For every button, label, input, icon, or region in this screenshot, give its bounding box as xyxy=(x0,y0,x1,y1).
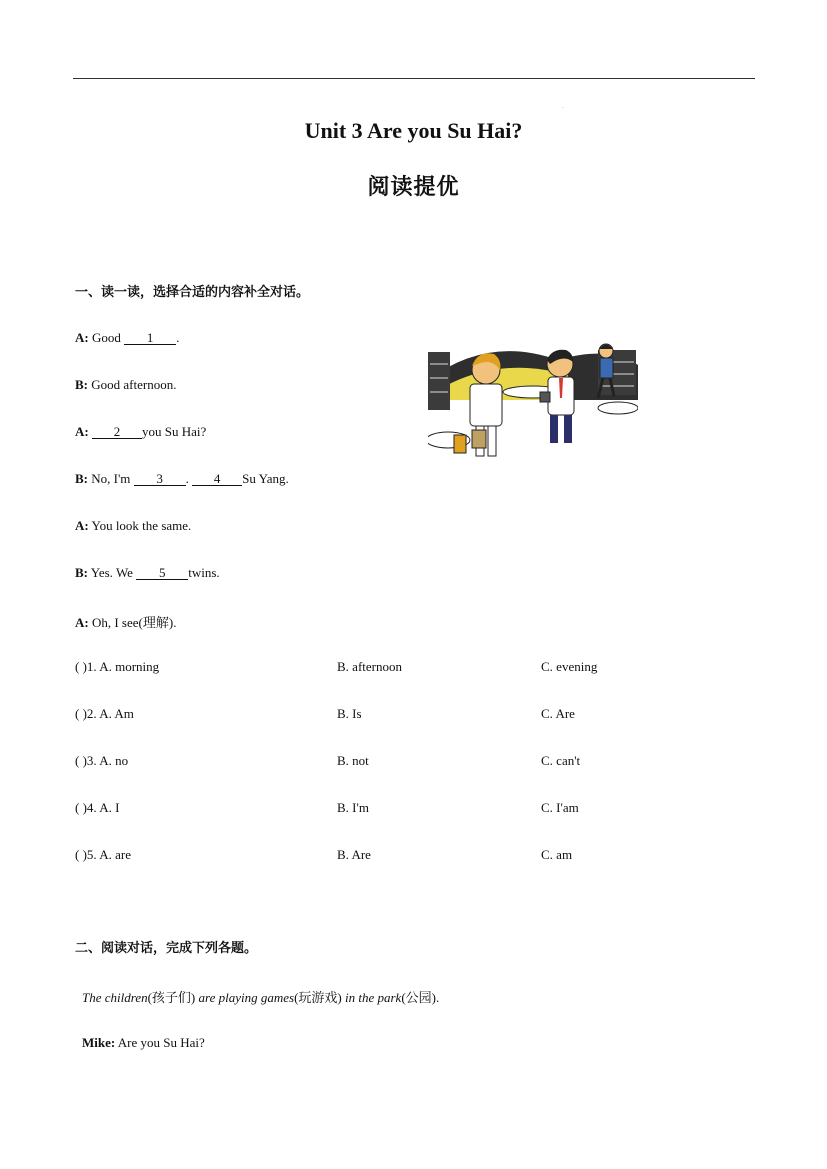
option-a: A. no xyxy=(99,753,129,768)
speaker: B: xyxy=(75,377,88,392)
speaker: B: xyxy=(75,471,88,486)
header-dot: . xyxy=(562,104,564,110)
dialogue-line-5 xyxy=(75,518,191,534)
dialogue-text: twins. xyxy=(188,565,220,580)
dialogue-text: Su Yang. xyxy=(242,471,289,486)
answer-paren[interactable]: ( )2. xyxy=(75,706,97,721)
option-c: C. can't xyxy=(541,753,581,768)
option-c: C. Are xyxy=(541,706,575,721)
answer-paren[interactable]: ( )1. xyxy=(75,659,97,674)
intro-gloss: (孩子们) xyxy=(147,990,196,1005)
option-c: C. am xyxy=(541,847,573,862)
answer-blank[interactable]: 4 xyxy=(192,472,242,486)
intro-text: The children xyxy=(82,990,148,1005)
section-2-heading: 二、阅读对话，完成下列各题。 xyxy=(75,941,258,956)
section-2-line-1 xyxy=(82,1035,205,1051)
option-b: B. afternoon xyxy=(337,659,402,674)
answer-paren[interactable]: ( )4. xyxy=(75,800,97,815)
answer-paren[interactable]: ( )3. xyxy=(75,753,97,768)
option-a: A. Am xyxy=(99,706,134,721)
speaker: A: xyxy=(75,518,89,533)
dialogue-line-4 xyxy=(75,471,289,487)
page-subtitle: 阅读提优 xyxy=(367,175,460,200)
intro-gloss: (玩游戏) xyxy=(294,990,342,1005)
section-1-heading: 一、读一读，选择合适的内容补全对话。 xyxy=(75,285,310,300)
dialogue-line-6 xyxy=(75,565,220,581)
speaker: Mike: xyxy=(82,1035,116,1050)
dialogue-text: Yes. We xyxy=(88,565,137,580)
children-in-library-illustration xyxy=(428,340,638,460)
option-c: C. evening xyxy=(541,659,598,674)
header-rule xyxy=(73,78,755,79)
dialogue-line-2 xyxy=(75,377,176,393)
dialogue-text: Oh, I see(理解). xyxy=(88,615,177,630)
dialogue-text: you Su Hai? xyxy=(141,424,207,439)
speaker: B: xyxy=(75,565,88,580)
option-b: B. Is xyxy=(337,706,362,721)
page-title: Unit 3 Are you Su Hai? xyxy=(304,118,523,143)
answer-paren[interactable]: ( )5. xyxy=(75,847,97,862)
answer-blank[interactable]: 5 xyxy=(136,566,188,580)
speaker: A: xyxy=(75,424,89,439)
option-b: B. not xyxy=(337,753,369,768)
option-b: B. Are xyxy=(337,847,371,862)
dialogue-line-3 xyxy=(75,424,206,440)
option-c: C. I'am xyxy=(541,800,579,815)
option-b: B. I'm xyxy=(337,800,369,815)
speaker: A: xyxy=(75,330,89,345)
answer-blank[interactable]: 3 xyxy=(134,472,186,486)
dialogue-text: . xyxy=(185,471,193,486)
dialogue-text: Are you Su Hai? xyxy=(115,1035,205,1050)
dialogue-text: Good xyxy=(88,330,125,345)
intro-end: . xyxy=(436,990,440,1005)
intro-text: are playing games xyxy=(195,990,295,1005)
answer-blank[interactable]: 1 xyxy=(124,331,176,345)
option-a: A. morning xyxy=(99,659,160,674)
speaker: A: xyxy=(75,615,89,630)
dialogue-text: No, I'm xyxy=(88,471,134,486)
dialogue-text: Good afternoon. xyxy=(88,377,177,392)
dialogue-line-7 xyxy=(75,612,176,631)
dialogue-line-1 xyxy=(75,330,179,346)
dialogue-text: . xyxy=(176,330,180,345)
intro-text: in the park xyxy=(341,990,402,1005)
intro-gloss: (公园) xyxy=(401,990,436,1005)
answer-blank[interactable]: 2 xyxy=(92,425,142,439)
dialogue-text: You look the same. xyxy=(88,518,192,533)
option-a: A. are xyxy=(99,847,131,862)
section-2-intro xyxy=(82,987,439,1006)
option-a: A. I xyxy=(99,800,120,815)
